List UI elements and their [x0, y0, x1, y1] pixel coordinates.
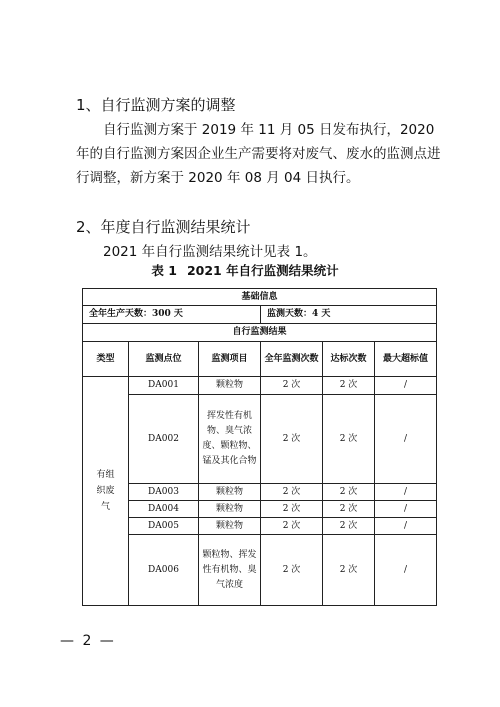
pass-cell: 2 次 [323, 395, 375, 484]
item-cell: 颗粒物 [199, 518, 261, 535]
pass-cell: 2 次 [323, 501, 375, 518]
section1-heading: 1、自行监测方案的调整 [76, 96, 236, 114]
point-cell: DA001 [129, 377, 199, 395]
column-header: 全年监测次数 [261, 342, 323, 377]
table-caption-number: 表 1 [151, 263, 177, 278]
production-days: 全年生产天数：300 天 [83, 306, 261, 324]
count-cell: 2 次 [261, 518, 323, 535]
point-cell: DA004 [129, 501, 199, 518]
results-table [82, 288, 437, 606]
count-cell: 2 次 [261, 535, 323, 606]
type-cell: 有组织废气 [83, 377, 129, 606]
table-row [83, 518, 437, 535]
max-cell: / [375, 501, 437, 518]
max-cell: / [375, 484, 437, 501]
max-cell: / [375, 395, 437, 484]
monitor-days: 监测天数：4 天 [261, 306, 437, 324]
point-cell: DA005 [129, 518, 199, 535]
section2-intro: 2021 年自行监测结果统计见表 1。 [103, 244, 317, 260]
count-cell: 2 次 [261, 484, 323, 501]
table-row [83, 484, 437, 501]
column-header: 监测项目 [199, 342, 261, 377]
point-cell: DA006 [129, 535, 199, 606]
results-header: 自行监测结果 [83, 324, 437, 342]
column-header: 类型 [83, 342, 129, 377]
column-header: 监测点位 [129, 342, 199, 377]
max-cell: / [375, 535, 437, 606]
section1-paragraph: 自行监测方案于 2019 年 11 月 05 日发布执行，2020 年的自行监测方案因企业生产需要将对废气、废水的监测点进行调整，新方案于 2020 年 08 月 04 日执行。 [76, 122, 441, 186]
column-header: 达标次数 [323, 342, 375, 377]
pass-cell: 2 次 [323, 377, 375, 395]
item-cell: 颗粒物 [199, 377, 261, 395]
table-row [83, 377, 437, 395]
pass-cell: 2 次 [323, 484, 375, 501]
pass-cell: 2 次 [323, 518, 375, 535]
table-caption [0, 261, 500, 279]
table-caption-title: 2021 年自行监测结果统计 [186, 263, 339, 278]
page-number: — 2 — [60, 633, 116, 649]
basic-info-header: 基础信息 [83, 289, 437, 306]
column-header: 最大超标值 [375, 342, 437, 377]
table-row [83, 501, 437, 518]
count-cell: 2 次 [261, 501, 323, 518]
table-row [83, 535, 437, 606]
item-cell: 挥发性有机物、臭气浓度、颗粒物、锰及其化合物 [199, 395, 261, 484]
table-row [83, 395, 437, 484]
item-cell: 颗粒物 [199, 501, 261, 518]
pass-cell: 2 次 [323, 535, 375, 606]
section2-heading: 2、年度自行监测结果统计 [76, 218, 251, 236]
count-cell: 2 次 [261, 377, 323, 395]
item-cell: 颗粒物、挥发性有机物、臭气浓度 [199, 535, 261, 606]
count-cell: 2 次 [261, 395, 323, 484]
item-cell: 颗粒物 [199, 484, 261, 501]
max-cell: / [375, 377, 437, 395]
point-cell: DA002 [129, 395, 199, 484]
max-cell: / [375, 518, 437, 535]
point-cell: DA003 [129, 484, 199, 501]
